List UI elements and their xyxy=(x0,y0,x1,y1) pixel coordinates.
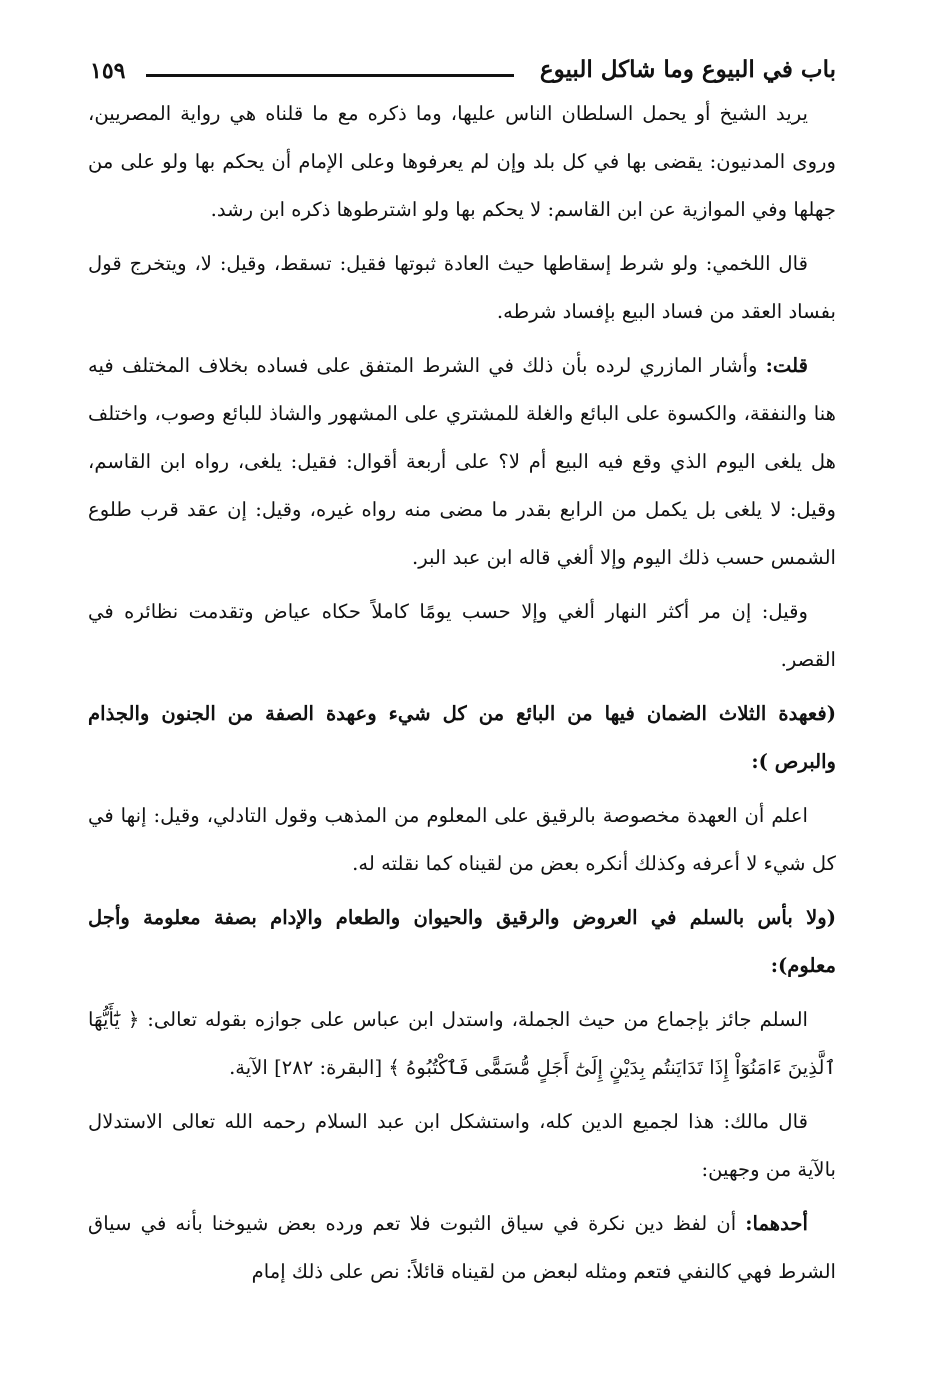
running-header xyxy=(88,50,836,90)
paragraph-9: قال مالك: هذا لجميع الدين كله، واستشكل ابن عبد السلام رحمه الله تعالى الاستدلال بالآية من وجهين: xyxy=(88,1110,836,1181)
matn-quote-1: (فعهدة الثلاث الضمان فيها من البائع من كل شيء وعهدة الصفة من الجنون والجذام والبرص ): xyxy=(88,702,836,773)
header-rule xyxy=(146,74,514,77)
paragraph-8: السلم جائز بإجماع من حيث الجملة، واستدل ابن عباس على جوازه بقوله تعالى: ﴿ يَٰٓأَيُّهَا ٱلَّذِينَ ءَامَنُوٓاْ إِذَا تَدَايَنتُم بِدَيْنٍ إِلَىٰٓ أَجَلٍ مُّسَمًّى فَٱكْتُبُوهُ ﴾ [البقرة: ٢٨٢] الآية. xyxy=(88,1008,836,1079)
paragraph-10-text: أن لفظ دين نكرة في سياق الثبوت فلا تعم ورده بعض شيوخنا بأنه في سياق الشرط فهي كالنفي فتعم ومثله لبعض من لقيناه قائلاً: نص على ذلك إمام xyxy=(88,1212,836,1283)
paragraph-3-lead: قلت: xyxy=(765,354,808,377)
paragraph-3-text: وأشار المازري لرده بأن ذلك في الشرط المتفق على فساده بخلاف المختلف فيه هنا والنفقة، والكسوة على البائع والغلة للمشتري على المشهور والشاذ للبائع وصوب، واختلف هل يلغى اليوم الذي وقع فيه البيع أم لا؟ على أربعة أقوال: فقيل: يلغى، رواه ابن القاسم، وقيل: لا يلغى بل يكمل من الرابع بقدر ما مضى منه رواه غيره، وقيل: إن عقد قرب طلوع الشمس حسب ذلك اليوم وإلا ألغي قاله ابن عبد البر. xyxy=(88,354,836,569)
paragraph-1: يريد الشيخ أو يحمل السلطان الناس عليها، وما ذكره مع ما قلناه هي رواية المصريين، وروى المدنيون: يقضى بها في كل بلد وإن لم يعرفوها وعلى الإمام أن يحكم بها ولو على من جهلها وفي الموازية عن ابن القاسم: لا يحكم بها ولو اشترطوها ذكره ابن رشد. xyxy=(88,102,836,221)
chapter-title: باب في البيوع وما شاكل البيوع xyxy=(539,56,836,83)
page-body xyxy=(88,90,836,1296)
matn-quote-2: (ولا بأس بالسلم في العروض والرقيق والحيوان والطعام والإدام بصفة معلومة وأجل معلوم): xyxy=(88,906,836,977)
paragraph-10 xyxy=(88,1200,836,1296)
book-page xyxy=(88,50,836,1302)
page-number: ١٥٩ xyxy=(90,58,126,84)
paragraph-3 xyxy=(88,342,836,582)
paragraph-6: اعلم أن العهدة مخصوصة بالرقيق على المعلوم من المذهب وقول التادلي، وقيل: إنها في كل شيء لا أعرفه وكذلك أنكره بعض من لقيناه كما نقلته له. xyxy=(88,804,836,875)
paragraph-4: وقيل: إن مر أكثر النهار ألغي وإلا حسب يومًا كاملاً حكاه عياض وتقدمت نظائره في القصر. xyxy=(88,600,836,671)
paragraph-2: قال اللخمي: ولو شرط إسقاطها حيث العادة ثبوتها فقيل: تسقط، وقيل: لا، ويتخرج قول بفساد العقد من فساد البيع بإفساد شرطه. xyxy=(88,252,836,323)
paragraph-10-lead: أحدهما: xyxy=(745,1212,808,1235)
